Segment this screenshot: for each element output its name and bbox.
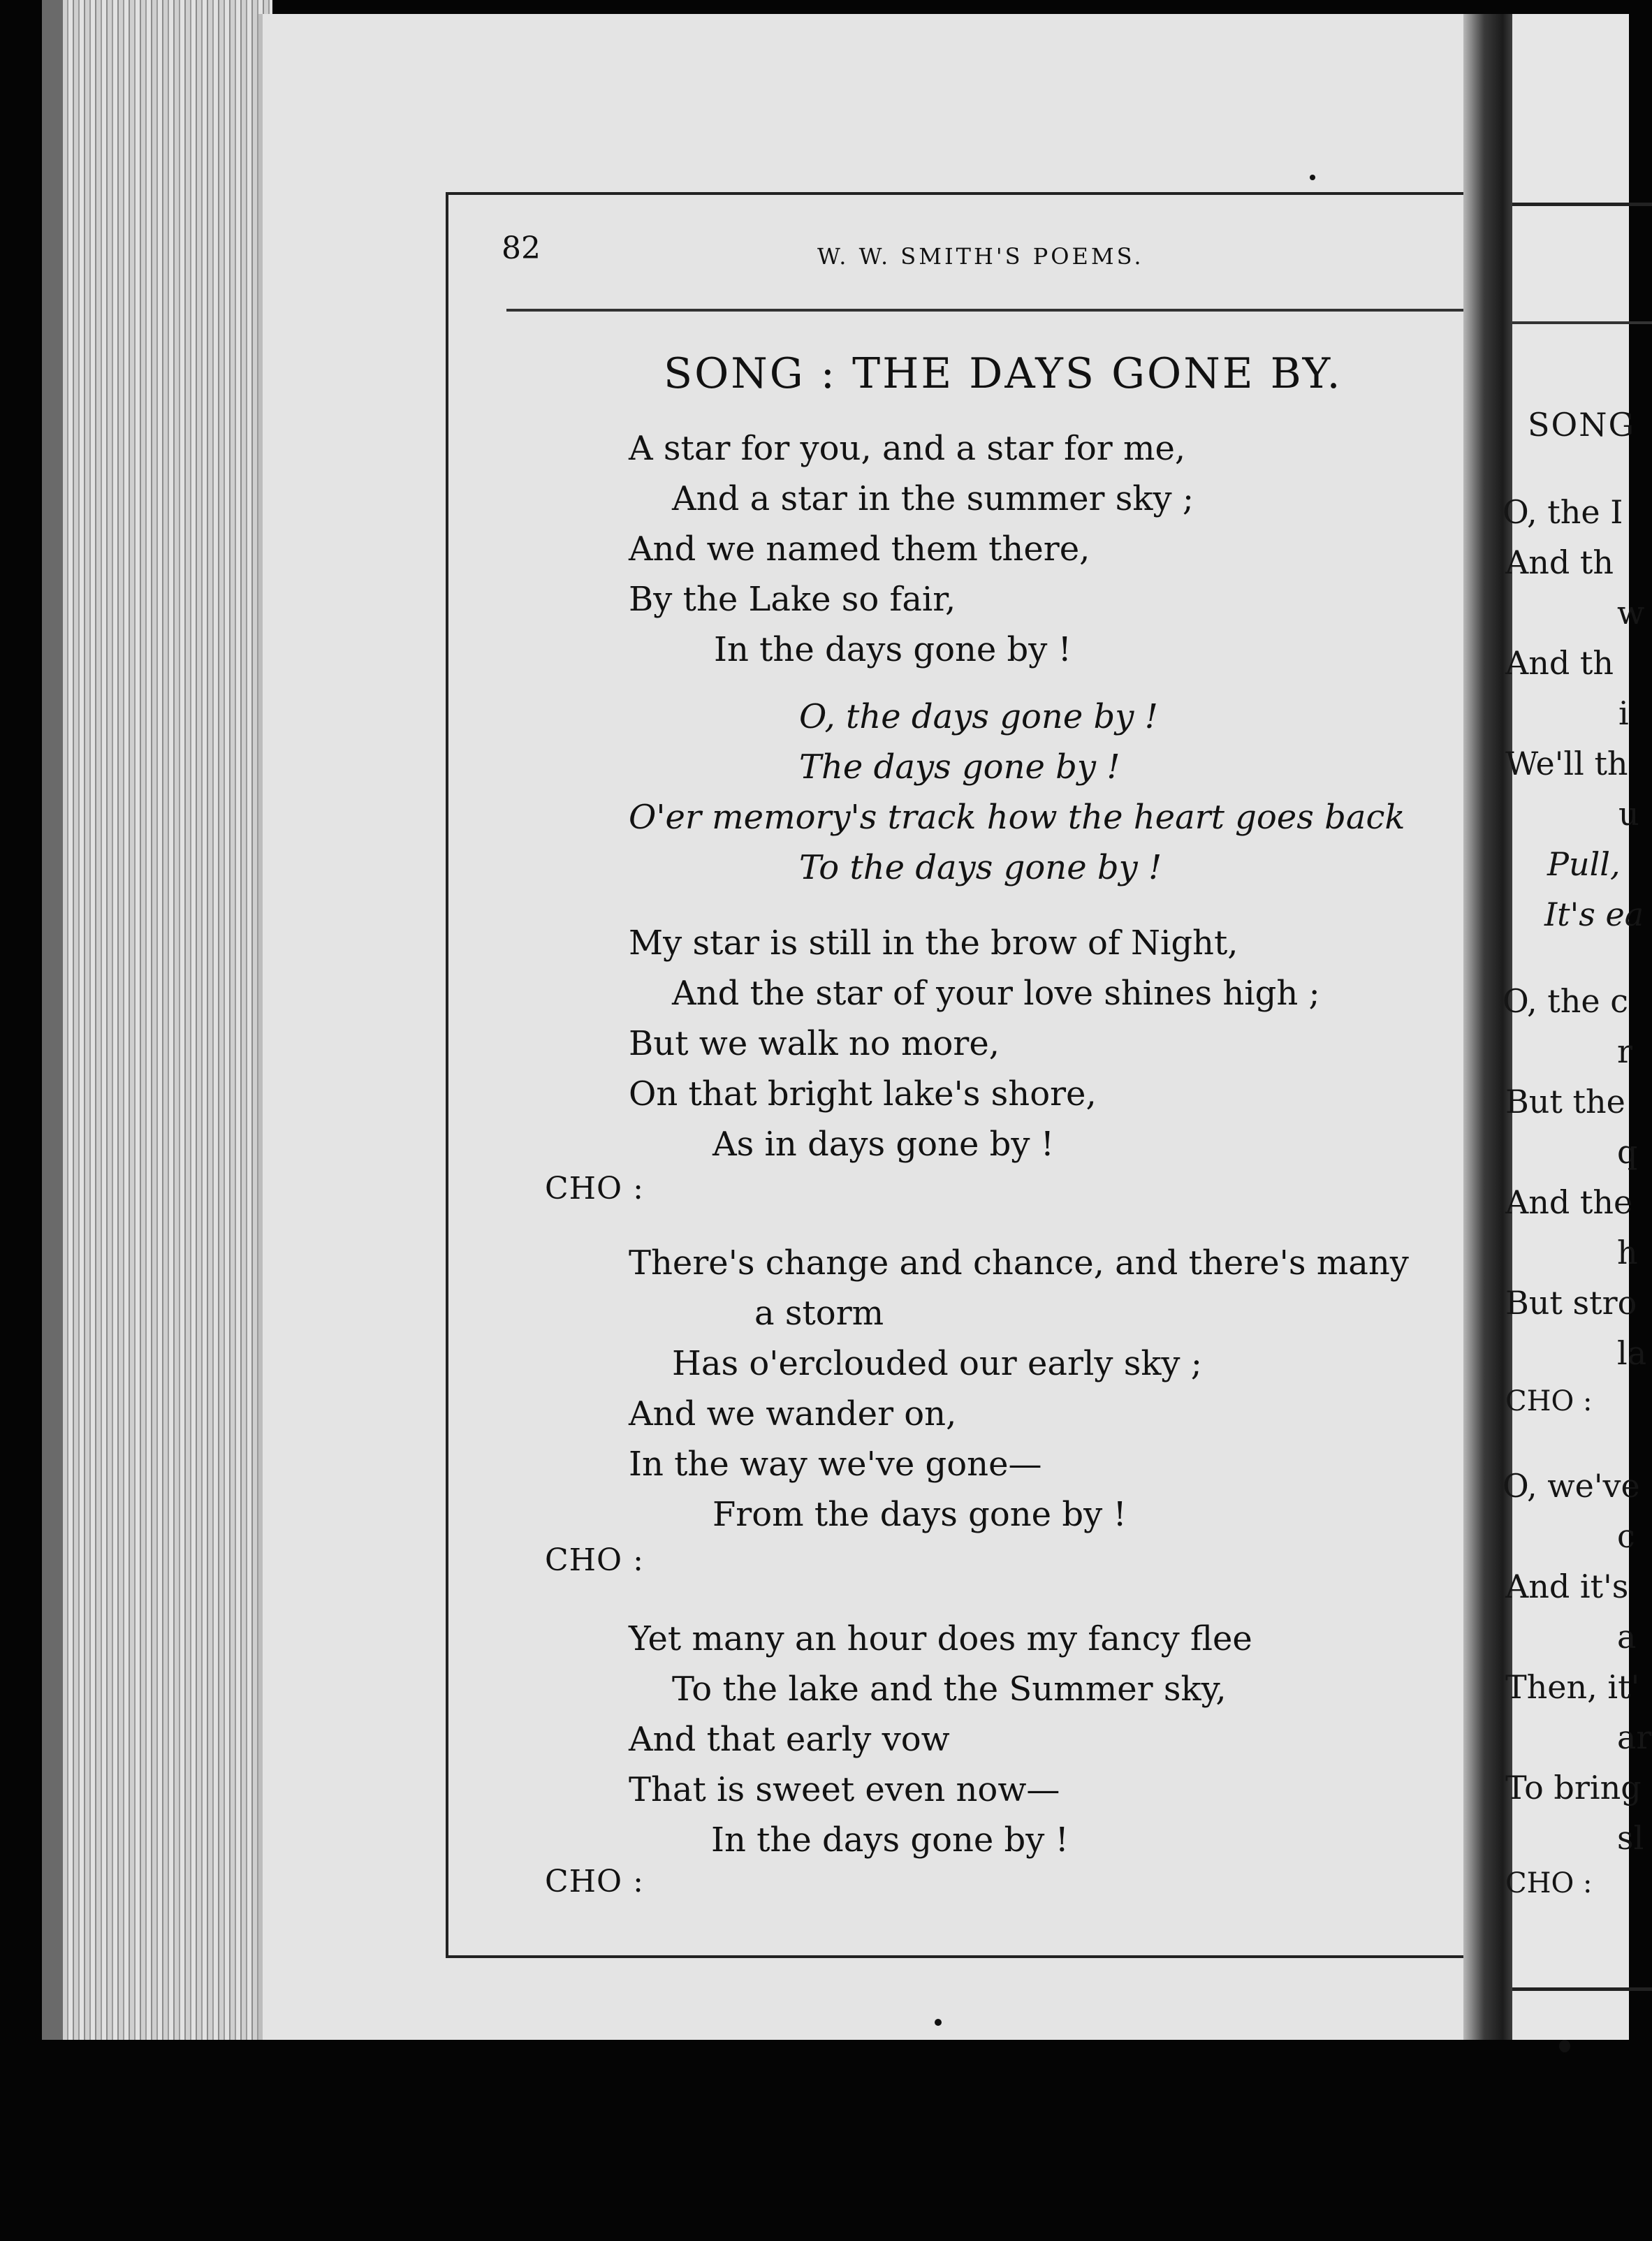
book-gutter: [1463, 14, 1516, 2040]
chorus-label: CHO :: [545, 1864, 644, 1899]
facing-text-fragment: We'll th: [1505, 745, 1628, 782]
facing-text-fragment: And th: [1505, 543, 1614, 581]
stanza3-line1-cont: a storm: [754, 1294, 884, 1333]
facing-text-fragment: And it's: [1505, 1568, 1629, 1605]
facing-page: [1503, 14, 1652, 2040]
chorus-label: CHO :: [545, 1542, 644, 1578]
facing-text-fragment: And th: [1505, 644, 1614, 682]
facing-text-fragment: To bring: [1505, 1769, 1642, 1806]
stanza1-line2: And a star in the summer sky ;: [672, 479, 1194, 518]
facing-title-fragment: SONG: [1528, 406, 1636, 444]
running-head: W. W. SMITH'S POEMS.: [817, 243, 1144, 270]
facing-text-fragment: la: [1617, 1334, 1647, 1372]
stanza2-line4: On that bright lake's shore,: [629, 1074, 1097, 1114]
facing-chorus-label: CHO :: [1505, 1385, 1593, 1417]
stanza2-line5: As in days gone by !: [712, 1125, 1055, 1164]
facing-text-fragment: h: [1617, 1234, 1638, 1271]
facing-text-fragment: O, the c: [1503, 982, 1628, 1020]
facing-text-fragment: It's ea: [1544, 896, 1644, 933]
facing-text-fragment: Then, it': [1505, 1668, 1640, 1706]
chorus-line4: To the days gone by !: [799, 848, 1162, 887]
facing-chorus-label: CHO :: [1505, 1867, 1593, 1899]
facing-text-fragment: But stro: [1505, 1284, 1637, 1322]
chorus-line3: O'er memory's track how the heart goes back: [629, 798, 1405, 837]
facing-text-fragment: q: [1617, 1133, 1638, 1171]
scan-speck: [1559, 2040, 1570, 2052]
stanza2-line3: But we walk no more,: [629, 1024, 1000, 1063]
facing-text-fragment: u: [1618, 795, 1639, 833]
facing-text-fragment: But the: [1505, 1083, 1625, 1120]
stanza3-line3: And we wander on,: [629, 1394, 957, 1433]
stanza4-line4: That is sweet even now—: [629, 1770, 1060, 1809]
facing-text-fragment: a: [1617, 1618, 1637, 1656]
stanza4-line2: To the lake and the Summer sky,: [672, 1670, 1227, 1709]
facing-text-fragment: O, we've: [1503, 1467, 1640, 1505]
stanza3-line4: In the way we've gone—: [629, 1445, 1042, 1484]
header-rule: [506, 309, 1463, 312]
stanza1-line1: A star for you, and a star for me,: [629, 429, 1186, 468]
facing-text-fragment: i: [1618, 694, 1629, 732]
stanza1-line5: In the days gone by !: [714, 630, 1072, 669]
stanza3-line5: From the days gone by !: [712, 1495, 1127, 1534]
page-edges: [63, 0, 272, 2040]
facing-text-fragment: sl: [1617, 1819, 1644, 1857]
facing-text-fragment: w: [1617, 594, 1645, 632]
facing-text-fragment: Pull,: [1547, 845, 1621, 883]
stanza3-line2: Has o'erclouded our early sky ;: [672, 1344, 1202, 1383]
scan-speck: [935, 2019, 942, 2026]
poem-title: SONG : THE DAYS GONE BY.: [664, 349, 1343, 398]
facing-page-rule: [1512, 321, 1652, 324]
chorus-label: CHO :: [545, 1171, 644, 1206]
stanza1-line3: And we named them there,: [629, 530, 1090, 569]
stanza4-line3: And that early vow: [629, 1720, 950, 1759]
stanza2-line1: My star is still in the brow of Night,: [629, 924, 1238, 963]
chorus-line2: The days gone by !: [799, 747, 1120, 787]
stanza1-line4: By the Lake so fair,: [629, 580, 956, 619]
stanza3-line1: There's change and chance, and there's many: [629, 1243, 1409, 1283]
facing-text-fragment: c: [1617, 1517, 1635, 1555]
chorus-line1: O, the days gone by !: [799, 697, 1158, 736]
facing-text-fragment: O, the I: [1503, 493, 1623, 531]
facing-text-fragment: ar: [1617, 1718, 1652, 1756]
page-number: 82: [502, 231, 541, 266]
stanza4-line5: In the days gone by !: [711, 1820, 1069, 1860]
stanza2-line2: And the star of your love shines high ;: [672, 974, 1320, 1013]
stanza4-line1: Yet many an hour does my fancy flee: [629, 1619, 1252, 1658]
facing-text-fragment: r: [1617, 1032, 1632, 1070]
scan-speck: [1310, 175, 1315, 180]
facing-text-fragment: And the: [1505, 1183, 1633, 1221]
